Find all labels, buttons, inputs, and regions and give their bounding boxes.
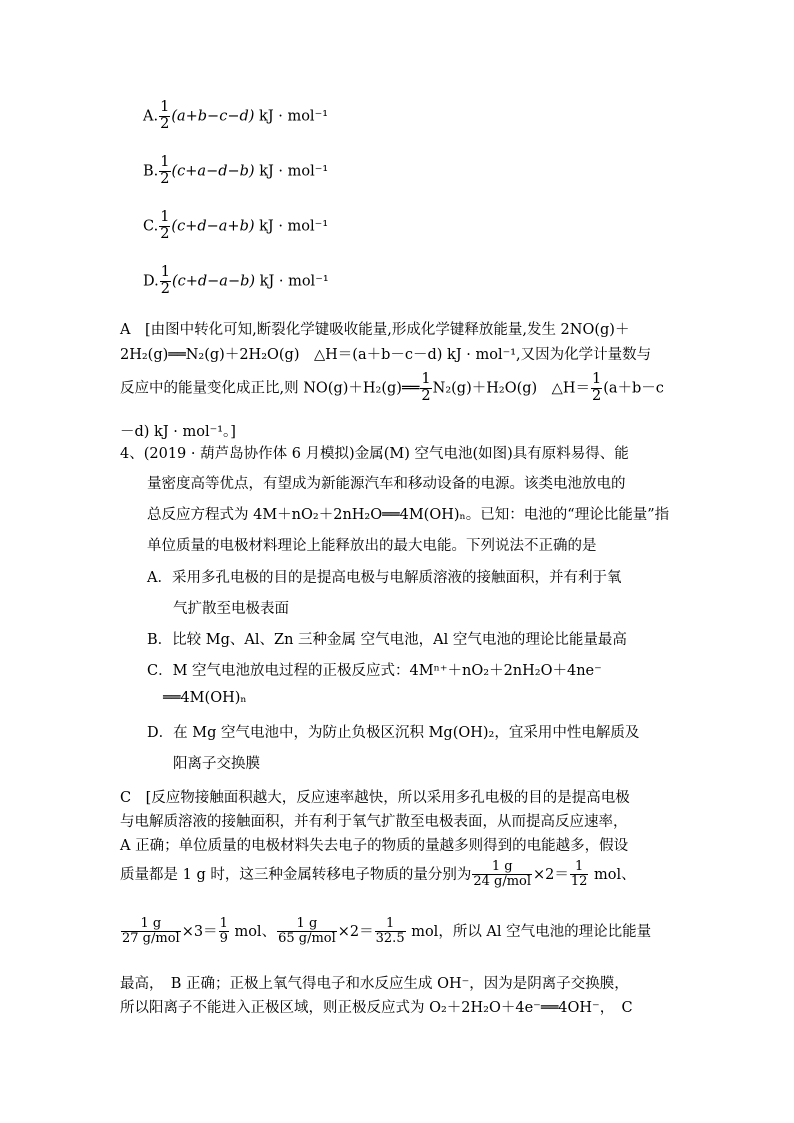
option-unit: kJ · mol⁻¹: [259, 273, 329, 290]
answer1-line3-post: (a＋b－c: [603, 380, 664, 397]
frac-num: 1: [160, 99, 170, 115]
answer1-line3: [120, 372, 664, 405]
q4-line2: 量密度高等优点，有望成为新能源汽车和移动设备的电源。该类电池放电的: [147, 476, 626, 492]
q4-option-a-line2: 气扩散至电极表面: [173, 601, 289, 617]
answer2-line7: 所以阳离子不能进入正极区域，则正极反应式为 O₂＋2H₂O＋4e⁻══4OH⁻， C: [120, 1000, 633, 1016]
q4-option-d-line1: D．在 Mg 空气电池中，为防止负极区沉积 Mg(OH)₂，宜采用中性电解质及: [147, 725, 640, 741]
option-expr: (c+d−a+b): [171, 218, 255, 235]
answer2-line6: 最高， B 正确；正极上氧气得电子和水反应生成 OH⁻，因为是阴离子交换膜，: [120, 976, 629, 992]
answer2-line2: 与电解质溶液的接触面积，并有利于氧气扩散至电极表面，从而提高反应速率，: [120, 814, 628, 830]
answer2-line5-a: ×3＝: [181, 923, 218, 940]
frac-num: 1: [421, 371, 431, 387]
frac-den: 27 g/mol: [122, 931, 180, 947]
q4-option-d-line2: 阳离子交换膜: [173, 756, 260, 772]
option-a: [143, 100, 328, 133]
frac-den: 32.5: [375, 931, 405, 947]
frac-den: 12: [570, 874, 588, 890]
answer1-line4: －d) kJ · mol⁻¹。]: [120, 424, 236, 440]
frac-num: 1: [160, 209, 170, 225]
answer1-line1: A [由图中转化可知,断裂化学键吸收能量,形成化学键释放能量,发生 2NO(g)＋: [120, 322, 630, 338]
option-c: [143, 210, 328, 243]
frac-den: 2: [160, 280, 170, 297]
frac-num: 1: [219, 916, 228, 931]
q4-line1: 4、(2019 · 葫芦岛协作体 6 月模拟)金属(M) 空气电池(如图)具有原料易得、能: [120, 446, 629, 462]
option-expr: (c+d−a−b): [171, 273, 256, 290]
q4-option-c-line2: ══4M(OH)ₙ: [163, 690, 247, 706]
frac-num: 1 g: [491, 859, 513, 874]
frac-num: 1 g: [296, 916, 318, 931]
option-letter: C.: [143, 218, 159, 235]
option-b: [143, 155, 328, 188]
answer2-line5: [120, 917, 651, 947]
option-unit: kJ · mol⁻¹: [259, 108, 329, 125]
answer2-line4-pre: 质量都是 1 g 时，这三种金属转移电子物质的量分别为: [120, 866, 472, 883]
answer2-line4: [120, 860, 636, 890]
q4-option-c-line1: C．M 空气电池放电过程的正极反应式：4Mⁿ⁺＋nO₂＋2nH₂O＋4ne⁻: [147, 663, 602, 679]
answer2-line4-post: mol、: [589, 866, 636, 883]
answer2-line5-b: mol、: [229, 923, 277, 940]
q4-option-b: B．比较 Mg、Al、Zn 三种金属 空气电池，Al 空气电池的理论比能量最高: [147, 632, 627, 648]
answer2-line5-d: mol，所以 Al 空气电池的理论比能量: [406, 923, 652, 940]
frac-num: 1 g: [140, 916, 162, 931]
frac-den: 2: [160, 225, 170, 242]
frac-den: 2: [160, 170, 170, 187]
frac-den: 9: [219, 931, 228, 947]
option-expr: (a+b−c−d): [171, 108, 255, 125]
q4-line4: 单位质量的电极材料理论上能释放出的最大电能。下列说法不正确的是: [147, 538, 597, 554]
option-letter: B.: [143, 163, 159, 180]
option-unit: kJ · mol⁻¹: [259, 163, 329, 180]
option-expr: (c+a−d−b): [171, 163, 255, 180]
q4-option-a-line1: A．采用多孔电极的目的是提高电极与电解质溶液的接触面积，并有利于氧: [147, 570, 622, 586]
frac-num: 1: [160, 264, 170, 280]
answer1-line3-mid: N₂(g)＋H₂O(g) △H＝: [432, 380, 590, 397]
frac-den: 2: [421, 387, 431, 404]
answer1-line3-pre: 反应中的能量变化成正比,则 NO(g)＋H₂(g)══: [120, 380, 420, 397]
answer2-line3: A 正确；单位质量的电极材料失去电子的物质的量越多则得到的电能越多，假设: [120, 838, 629, 854]
answer1-line2: 2H₂(g)══N₂(g)＋2H₂O(g) △H＝(a＋b－c－d) kJ · mol⁻¹,又因为化学计量数与: [120, 347, 652, 363]
frac-den: 2: [160, 115, 170, 132]
frac-num: 1: [575, 859, 584, 874]
option-unit: kJ · mol⁻¹: [259, 218, 329, 235]
frac-num: 1: [591, 371, 602, 387]
frac-den: 65 g/mol: [278, 931, 336, 947]
option-letter: D.: [143, 273, 159, 290]
frac-den: 24 g/mol: [473, 874, 532, 890]
option-d: [143, 265, 329, 298]
frac-num: 1: [385, 916, 395, 931]
answer2-line1: C [反应物接触面积越大，反应速率越快，所以采用多孔电极的目的是提高电极: [120, 790, 630, 806]
answer2-line5-c: ×2＝: [337, 923, 374, 940]
option-letter: A.: [143, 108, 159, 125]
frac-den: 2: [591, 387, 602, 404]
q4-line3: 总反应方程式为 4M＋nO₂＋2nH₂O══4M(OH)ₙ。已知：电池的“理论比能量”指: [147, 507, 670, 523]
frac-num: 1: [160, 154, 170, 170]
answer2-line4-mid: ×2＝: [533, 866, 569, 883]
